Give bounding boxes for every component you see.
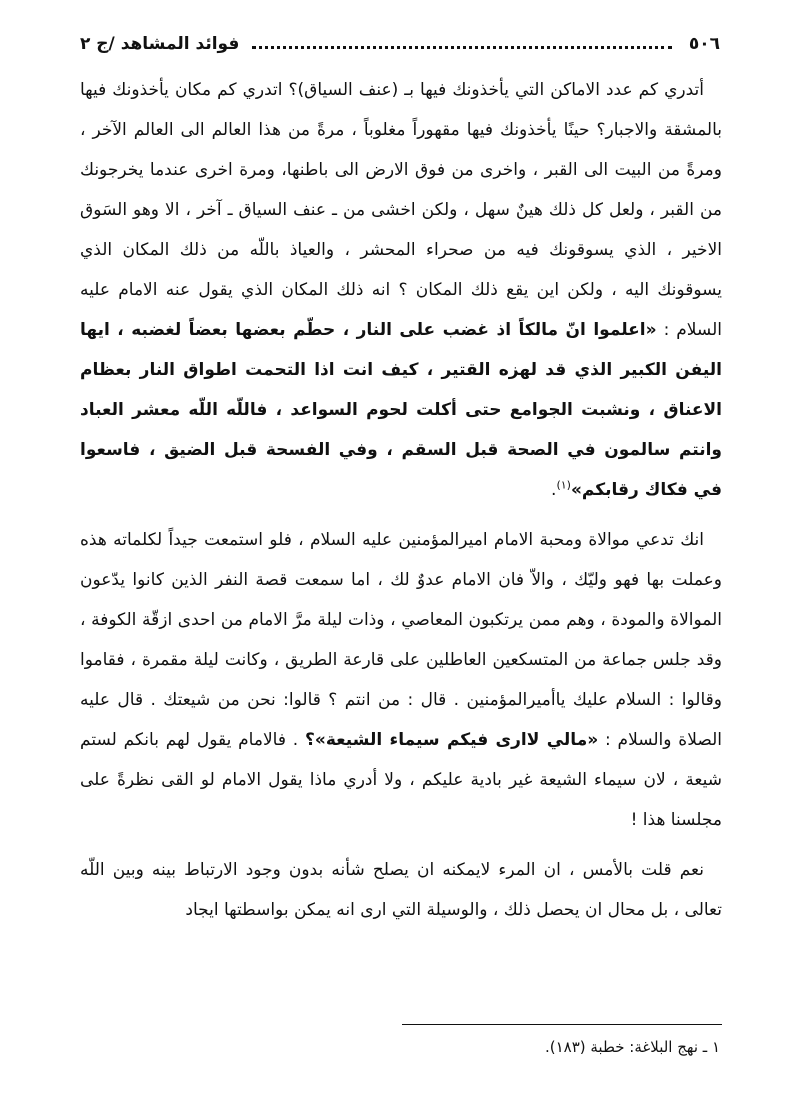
paragraph-3 xyxy=(80,850,722,930)
paragraph-1-end: . xyxy=(551,480,557,500)
footnote: ١ ـ نهج البلاغة: خطبة (١٨٣). xyxy=(544,1038,720,1056)
page-number: ٥٠٦ xyxy=(688,34,720,54)
header-dot-leader xyxy=(252,38,672,49)
quote-shia: «مالي لاارى فيكم سيماء الشيعة»؟ xyxy=(304,730,599,750)
footnote-ref: (١) xyxy=(556,478,571,492)
paragraph-3-text: نعم قلت بالأمس ، ان المرء لايمكنه ان يصلح شأنه بدون وجود الارتباط بينه وبين اللّه تعالى ، بل محال ان يحصل ذلك ، والوسيلة التي ارى انه يمكن بواسطتها ايجاد xyxy=(80,860,722,920)
paragraph-1 xyxy=(80,70,722,510)
paragraph-2-text-end: . فالامام يقول لهم بانكم لستم شيعة ، لان سيماء الشيعة غير بادية عليكم ، ولا أدري ماذا يقول الامام لو القى نظرةً على مجلسنا هذا ! xyxy=(80,730,722,830)
footnote-separator xyxy=(402,1024,722,1025)
paragraph-2-text: انك تدعي موالاة ومحبة الامام اميرالمؤمنين عليه السلام ، فلو استمعت جيداً لكلماته هذه وعملت بها فهو وليّك ، والاّ فان الامام عدوٌ لك ، اما سمعت قصة النفر الذين كانوا يدّعون الموالاة والمودة ، وهم ممن يرتكبون المعاصي ، وذات ليلة مرَّ الامام من احدى ازقّة الكوفة ، وقد جلس جماعة من المتسكعين العاطلين على قارعة الطريق ، وكانت ليلة مقمرة ، فقاموا وقالوا : السلام عليك ياأميرالمؤمنين . قال : من انتم ؟ قالوا: نحن من شيعتك . قال عليه الصلاة والسلام : xyxy=(80,530,722,750)
quote-nahj: «اعلموا انّ مالكاً اذ غضب على النار ، حطّم بعضها بعضاً لغضبه ، ايها اليفن الكبير الذي قد لهزه القتير ، كيف انت اذا التحمت اطواق النار بعظام الاعناق ، ونشبت الجوامع حتى أكلت لحوم السواعد ، فاللّه اللّه معشر العباد وانتم سالمون في الصحة قبل السقم ، وفي الفسحة قبل الضيق ، فاسعوا في فكاك رقابكم» xyxy=(80,320,722,500)
body-text xyxy=(80,70,722,930)
paragraph-1-text: أتدري كم عدد الاماكن التي يأخذونك فيها بـ (عنف السياق)؟ اتدري كم مكان يأخذونك فيها بالمشقة والاجبار؟ حينًا يأخذونك فيها مقهوراً مغلوباً ، مرةً من هذا العالم الى العالم الآخر ، ومرةً من البيت الى القبر ، واخرى من فوق الارض الى باطنها، ومرة اخرى عندما يخرجونك من القبر ، ولعل كل ذلك هينٌ سهل ، ولكن اخشى من ـ عنف السياق ـ آخر ، الا وهو السَوق الاخير ، الذي يسوقونك فيه من صحراء المحشر ، والعياذ باللّه من ذلك المكان الذي يسوقونك اليه ، ولكن اين يقع ذلك المكان ؟ انه ذلك المكان الذي يقول عنه الامام عليه السلام : xyxy=(80,80,723,340)
book-title: فوائد المشاهد /ج ٢ xyxy=(80,34,240,54)
paragraph-2 xyxy=(80,520,722,840)
running-header xyxy=(80,30,720,58)
